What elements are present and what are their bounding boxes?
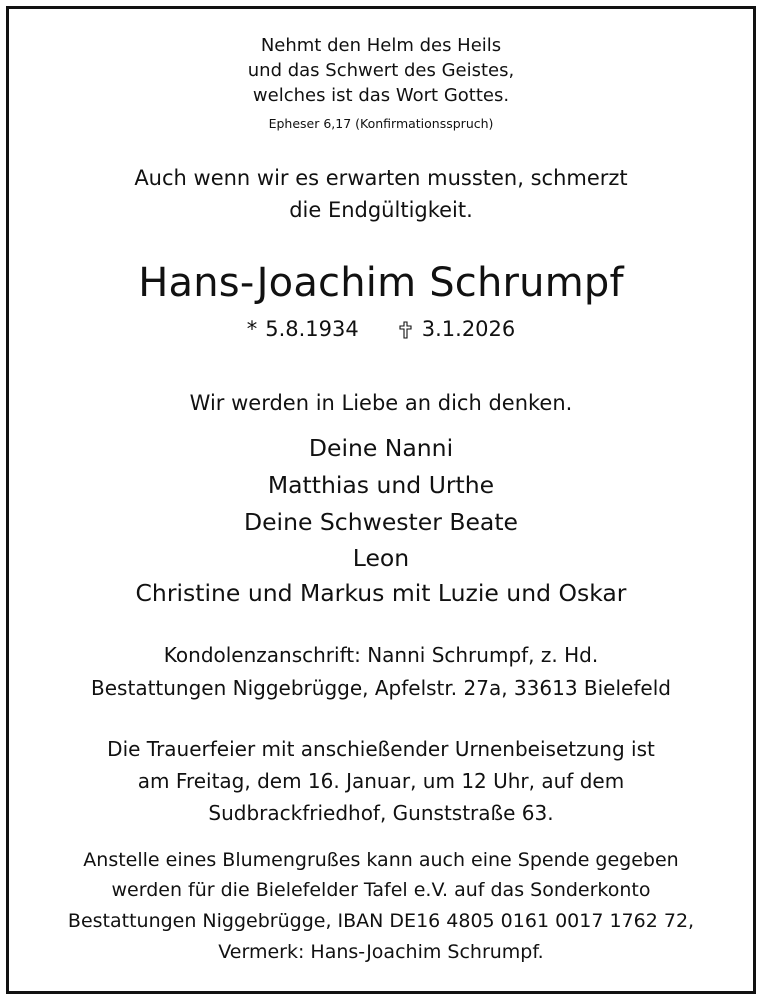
death-date: 3.1.2026 bbox=[421, 317, 516, 341]
intro-line-1: Auch wenn wir es erwarten mussten, schmerzt bbox=[134, 166, 628, 190]
notice-border bbox=[6, 6, 756, 994]
donation-line-2: werden für die Bielefelder Tafel e.V. auf das Sonderkonto bbox=[111, 879, 651, 901]
mourner-2: Matthias und Urthe bbox=[267, 471, 495, 499]
donation-line-1: Anstelle eines Blumengrußes kann auch eine Spende gegeben bbox=[83, 849, 679, 871]
life-dates bbox=[0, 319, 762, 340]
ceremony-line-2: am Freitag, dem 16. Januar, um 12 Uhr, auf dem bbox=[137, 769, 625, 793]
death-group bbox=[399, 319, 516, 340]
motto-line-1: Nehmt den Helm des Heils bbox=[260, 35, 502, 56]
condolence-line-1: Kondolenzanschrift: Nanni Schrumpf, z. Hd. bbox=[163, 643, 599, 667]
ceremony-line-3: Sudbrackfriedhof, Gunststraße 63. bbox=[208, 801, 554, 825]
motto-line-2: und das Schwert des Geistes, bbox=[247, 60, 515, 81]
ceremony-line-1: Die Trauerfeier mit anschießender Urnenbeisetzung ist bbox=[107, 737, 655, 761]
condolence-line-2: Bestattungen Niggebrügge, Apfelstr. 27a, 33613 Bielefeld bbox=[91, 676, 671, 700]
donation-line-4: Vermerk: Hans-Joachim Schrumpf. bbox=[218, 941, 544, 963]
donation-line-3: Bestattungen Niggebrügge, IBAN DE16 4805 0161 0017 1762 72, bbox=[67, 910, 695, 932]
motto-line-3: welches ist das Wort Gottes. bbox=[252, 85, 510, 106]
mourner-5: Christine und Markus mit Luzie und Oskar bbox=[135, 579, 627, 607]
love-line: Wir werden in Liebe an dich denken. bbox=[189, 391, 573, 415]
birth-date: 5.8.1934 bbox=[265, 317, 359, 341]
mourner-1: Deine Nanni bbox=[308, 434, 454, 462]
mourner-3: Deine Schwester Beate bbox=[243, 508, 518, 536]
mourner-4: Leon bbox=[352, 544, 410, 572]
cross-icon bbox=[399, 321, 412, 339]
birth-symbol: * bbox=[246, 317, 258, 341]
motto-source: Epheser 6,17 (Konfirmationsspruch) bbox=[268, 116, 494, 131]
birth-group bbox=[247, 319, 359, 340]
deceased-name: Hans-Joachim Schrumpf bbox=[138, 260, 624, 306]
intro-line-2: die Endgültigkeit. bbox=[289, 198, 473, 222]
